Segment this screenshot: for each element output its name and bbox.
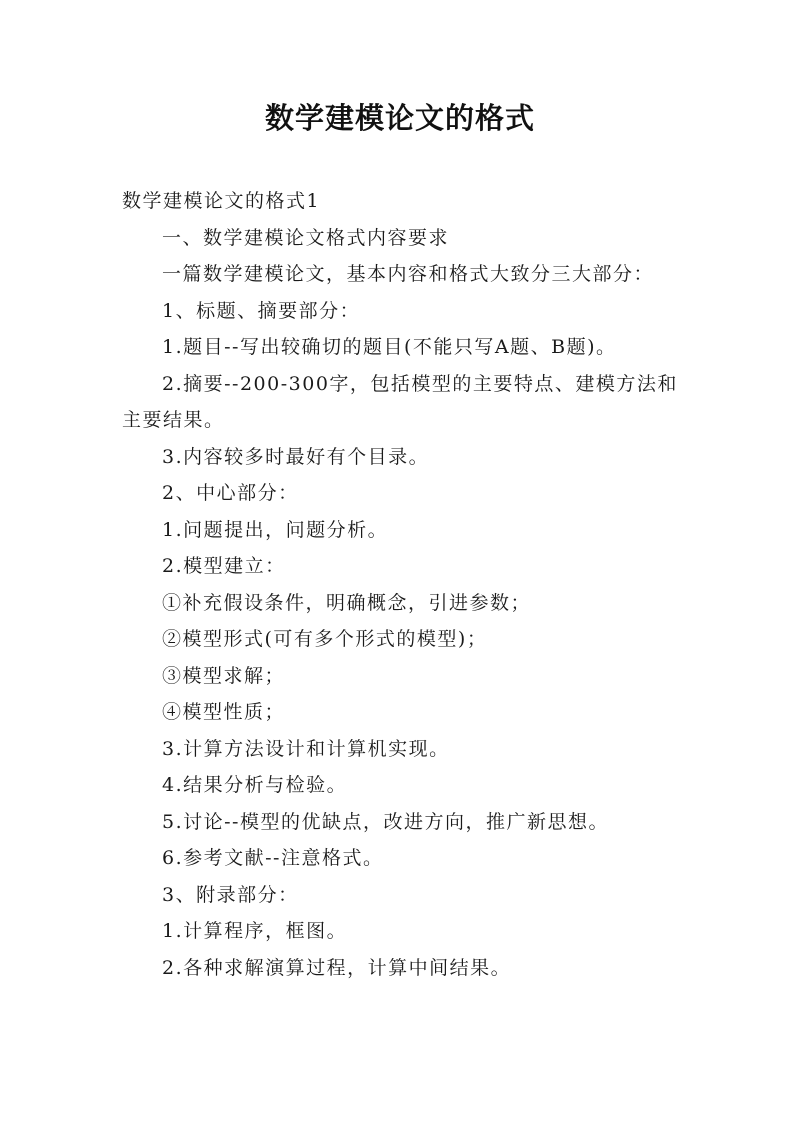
paragraph: 6.参考文献--注意格式。 [162,847,384,869]
paragraph: 2.各种求解演算过程，计算中间结果。 [162,956,512,979]
paragraph: 5.讨论--模型的优缺点，改进方向，推广新思想。 [162,810,609,833]
paragraph: 1、标题、摘要部分： [162,299,361,322]
paragraph: ④模型性质； [162,701,286,723]
paragraph: ②模型形式(可有多个形式的模型)； [162,628,488,650]
paragraph: 一、数学建模论文格式内容要求 [162,226,450,249]
paragraph: 4.结果分析与检验。 [162,774,348,796]
paragraph: ①补充假设条件，明确概念，引进参数； [162,591,532,614]
document-body [122,183,688,986]
paragraph: 1.计算程序，框图。 [162,920,348,942]
paragraph: 3.计算方法设计和计算机实现。 [162,737,450,760]
paragraph: 1.题目--写出较确切的题目(不能只写A题、B题)。 [162,336,617,358]
paragraph: 3.内容较多时最好有个目录。 [162,445,430,468]
paragraph: 3、附录部分： [162,883,299,906]
paragraph: 2.摘要--200-300字，包括模型的主要特点、建模方法和主要结果。 [122,372,678,431]
paragraph: 2、中心部分： [162,482,299,504]
section-heading: 数学建模论文的格式1 [122,190,321,212]
paragraph: 一篇数学建模论文，基本内容和格式大致分三大部分： [162,263,655,285]
paragraph: 2.模型建立： [162,555,286,577]
paragraph: 1.问题提出，问题分析。 [162,518,389,541]
document-title: 数学建模论文的格式 [264,101,535,135]
paragraph: ③模型求解； [162,664,286,687]
